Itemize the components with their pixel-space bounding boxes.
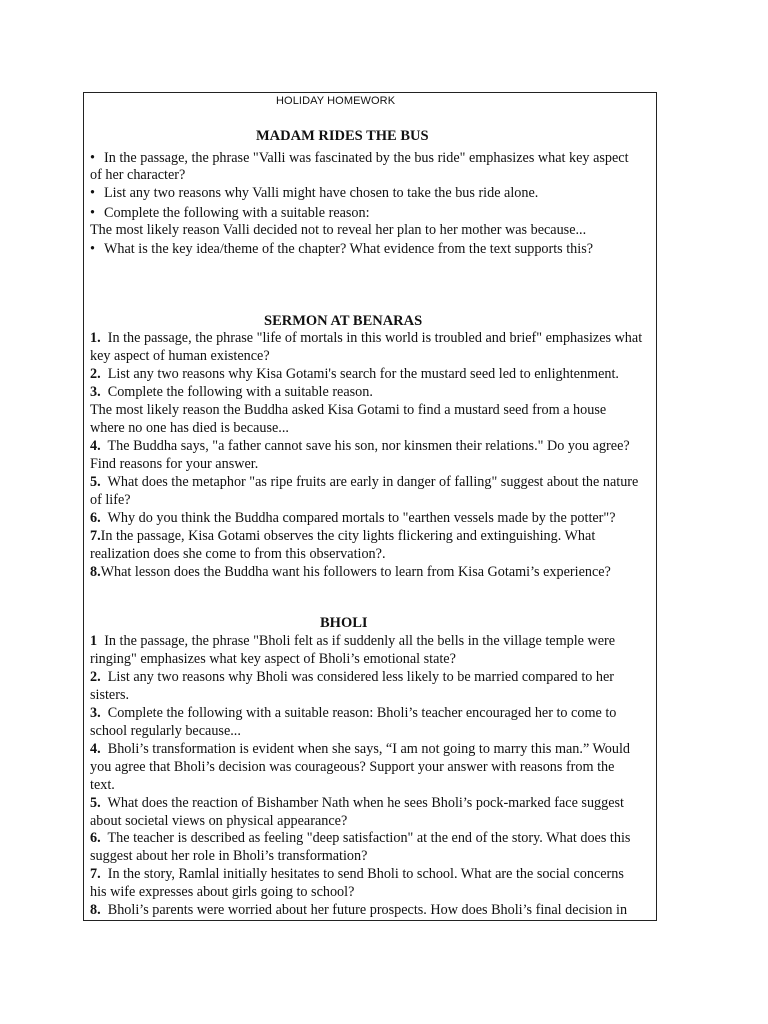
bholi-q2-line-2: sisters. — [90, 687, 130, 703]
bholi-q8: 8. Bholi’s parents were worried about her future prospects. How does Bholi’s final decision in — [90, 902, 628, 918]
sermon-q6: 6. Why do you think the Buddha compared mortals to "earthen vessels made by the potter"? — [90, 510, 616, 526]
sermon-q3-line-2: The most likely reason the Buddha asked Kisa Gotami to find a mustard seed from a house — [90, 402, 607, 418]
sermon-q8: 8.What lesson does the Buddha want his followers to learn from Kisa Gotami’s experience? — [90, 564, 611, 580]
sermon-q5: 5. What does the metaphor "as ripe fruits are early in danger of falling" suggest about the nature — [90, 474, 639, 490]
bholi-q6: 6. The teacher is described as feeling "deep satisfaction" at the end of the story. What does this — [90, 830, 631, 846]
madam-line-1: • In the passage, the phrase "Valli was fascinated by the bus ride" emphasizes what key aspect — [90, 150, 629, 166]
madam-line-6: • What is the key idea/theme of the chapter? What evidence from the text supports this? — [90, 241, 594, 257]
section-title-madam: MADAM RIDES THE BUS — [256, 128, 429, 144]
bholi-q7-line-2: his wife expresses about girls going to school? — [90, 884, 355, 900]
bholi-q4-line-2: you agree that Bholi’s decision was courageous? Support your answer with reasons from the — [90, 759, 615, 775]
sermon-q7: 7.In the passage, Kisa Gotami observes the city lights flickering and extinguishing. What — [90, 528, 596, 544]
bholi-q1-line-2: ringing" emphasizes what key aspect of Bholi’s emotional state? — [90, 651, 456, 667]
sermon-q4-line-2: Find reasons for your answer. — [90, 456, 259, 472]
sermon-q4: 4. The Buddha says, "a father cannot save his son, nor kinsmen their relations." Do you agree? — [90, 438, 630, 454]
bholi-q3: 3. Complete the following with a suitable reason: Bholi’s teacher encouraged her to come to — [90, 705, 617, 721]
sermon-q3-line-3: where no one has died is because... — [90, 420, 289, 436]
bullet-icon: • — [90, 150, 95, 166]
madam-line-3: • List any two reasons why Valli might have chosen to take the bus ride alone. — [90, 185, 539, 201]
madam-line-4: • Complete the following with a suitable reason: — [90, 205, 370, 221]
bholi-q4-line-3: text. — [90, 777, 115, 793]
bullet-icon: • — [90, 205, 95, 221]
bholi-q4: 4. Bholi’s transformation is evident when she says, “I am not going to marry this man.” Would — [90, 741, 631, 757]
bholi-q5-line-2: about societal views on physical appearance? — [90, 813, 348, 829]
section-title-sermon: SERMON AT BENARAS — [264, 313, 423, 329]
sermon-q1-line-2: key aspect of human existence? — [90, 348, 270, 364]
section-title-bholi: BHOLI — [320, 615, 368, 631]
bholi-q5: 5. What does the reaction of Bishamber Nath when he sees Bholi’s pock-marked face suggest — [90, 795, 624, 811]
page-header: HOLIDAY HOMEWORK — [276, 95, 396, 107]
sermon-q7-line-2: realization does she come to from this observation?. — [90, 546, 386, 562]
sermon-q3: 3. Complete the following with a suitable reason. — [90, 384, 373, 400]
bholi-q6-line-2: suggest about her role in Bholi’s transformation? — [90, 848, 368, 864]
bullet-icon: • — [90, 185, 95, 201]
sermon-q2: 2. List any two reasons why Kisa Gotami's search for the mustard seed led to enlightenment. — [90, 366, 619, 382]
bholi-q3-line-2: school regularly because... — [90, 723, 241, 739]
sermon-q1-line-1: 1. In the passage, the phrase "life of mortals in this world is troubled and brief" emphasizes what — [90, 330, 643, 346]
bullet-icon: • — [90, 241, 95, 257]
sermon-q5-line-2: of life? — [90, 492, 131, 508]
bholi-q1: 1 In the passage, the phrase "Bholi felt as if suddenly all the bells in the village temple were — [90, 633, 616, 649]
bholi-q7: 7. In the story, Ramlal initially hesitates to send Bholi to school. What are the social concerns — [90, 866, 624, 882]
madam-line-5: The most likely reason Valli decided not to reveal her plan to her mother was because... — [90, 222, 587, 238]
bholi-q2: 2. List any two reasons why Bholi was considered less likely to be married compared to her — [90, 669, 615, 685]
madam-line-2: of her character? — [90, 167, 186, 183]
